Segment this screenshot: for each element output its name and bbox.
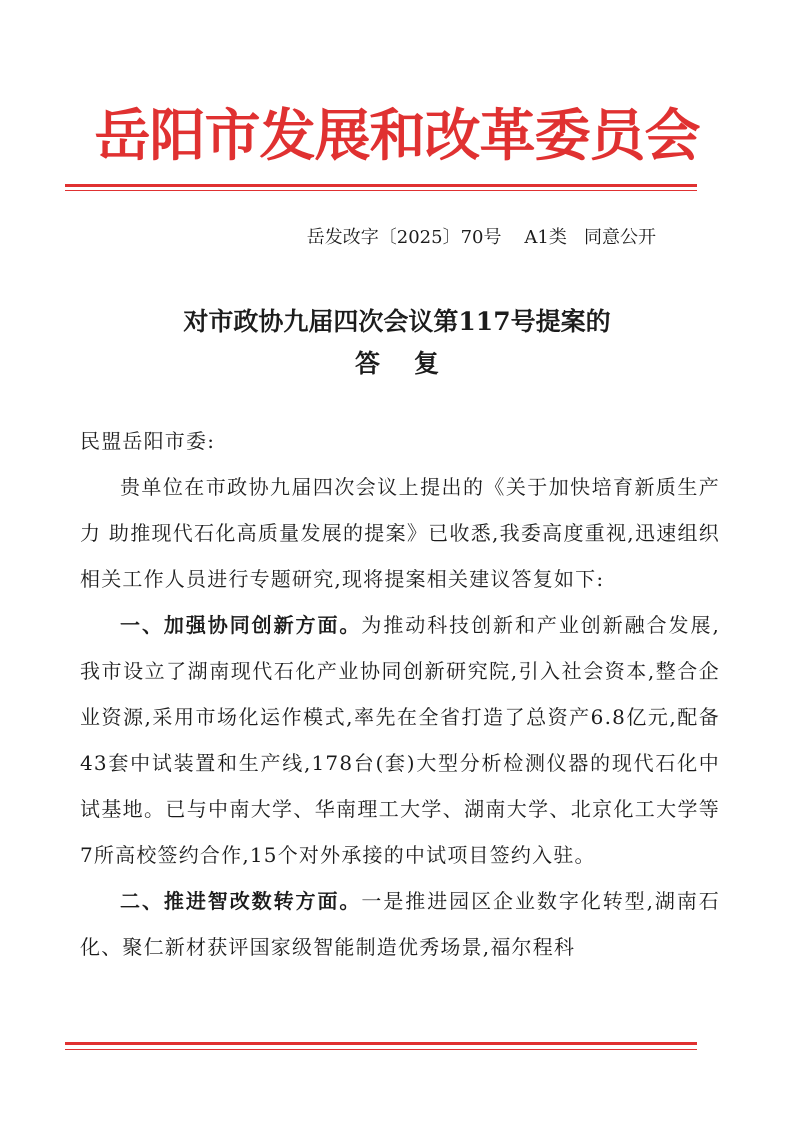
document-body xyxy=(80,418,720,970)
header-divider-thin xyxy=(65,190,697,191)
salutation: 民盟岳阳市委: xyxy=(80,429,216,453)
document-title-line2: 答复 xyxy=(354,349,473,378)
section-1-text: 为推动科技创新和产业创新融合发展,我市设立了湖南现代石化产业协同创新研究院,引入社会资本,整合企业资源,采用市场化运作模式,率先在全省打造了总资产6.8亿元,配备43套中试装置和生产线,178台(套)大型分析检测仪器的现代石化中试基地。已与中南大学、华南理工大学、湖南大学、北京化工大学等7所高校签约合作,15个对外承接的中试项目签约入驻。 xyxy=(80,613,721,867)
header-divider-thick xyxy=(65,184,697,187)
document-number: 岳发改字〔2025〕70号 A1类 同意公开 xyxy=(306,227,656,248)
section-2-heading: 二、推进智改数转方面。 xyxy=(120,889,362,913)
section-1-heading: 一、加强协同创新方面。 xyxy=(120,613,362,637)
document-title-line1: 对市政协九届四次会议第117号提案的 xyxy=(183,307,611,336)
section-1 xyxy=(80,602,720,878)
paragraph-intro: 贵单位在市政协九届四次会议上提出的《关于加快培育新质生产力 助推现代石化高质量发展的提案》已收悉,我委高度重视,迅速组织相关工作人员进行专题研究,现将提案相关建议答复如下: xyxy=(80,475,720,591)
header-org-name: 岳阳市发展和改革委员会 xyxy=(94,104,700,169)
footer-divider-thick xyxy=(65,1042,697,1045)
section-2-text: 一是推进园区企业数字化转型,湖南石化、聚仁新材获评国家级智能制造优秀场景,福尔程科 xyxy=(80,889,721,959)
section-2 xyxy=(80,878,720,970)
footer-divider-thin xyxy=(65,1049,697,1050)
